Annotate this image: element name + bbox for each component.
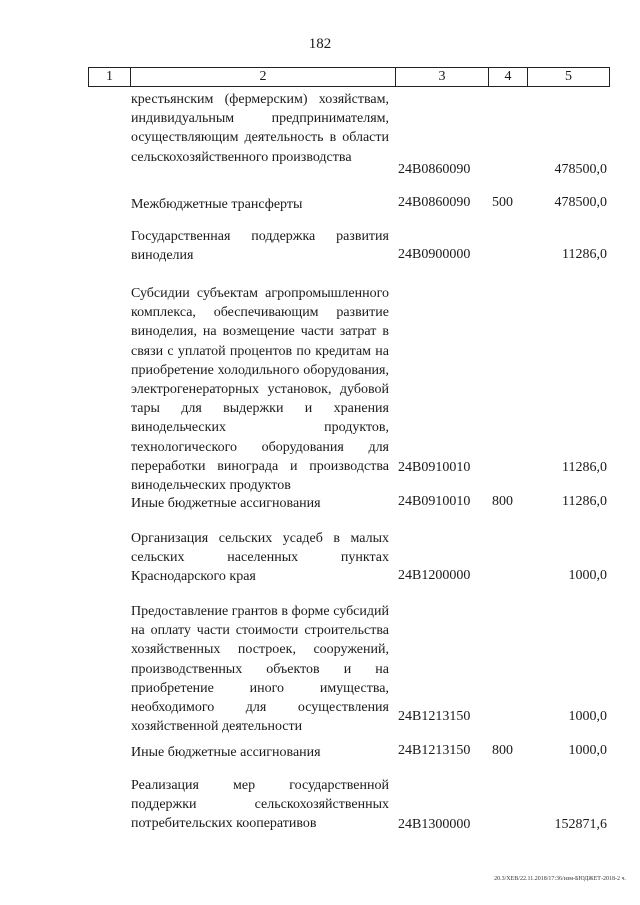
- row-amount: 11286,0: [562, 247, 607, 262]
- row-code: 24В1213150: [398, 709, 471, 724]
- row-code: 24В0860090: [398, 195, 471, 210]
- row-description: Государственная поддержка развития виноделия: [131, 229, 389, 264]
- row-amount: 478500,0: [554, 195, 607, 210]
- row-amount: 1000,0: [568, 568, 607, 583]
- table-header: [88, 67, 610, 87]
- row-code: 24В0860090: [398, 162, 471, 177]
- header-col-3: 3: [396, 68, 489, 86]
- row-expense-type: 800: [492, 494, 513, 509]
- row-code: 24В1200000: [398, 568, 471, 583]
- row-amount: 1000,0: [568, 709, 607, 724]
- row-expense-type: 800: [492, 743, 513, 758]
- row-code: 24В1300000: [398, 817, 471, 832]
- header-col-5: 5: [565, 69, 572, 84]
- header-col-4: 4: [489, 68, 528, 86]
- page-number: 182: [308, 36, 332, 52]
- row-code: 24В0910010: [398, 460, 471, 475]
- header-col-1: 1: [89, 68, 131, 86]
- row-description: Иные бюджетные ассигнования: [131, 745, 321, 760]
- row-code: 24В0900000: [398, 247, 471, 262]
- row-expense-type: 500: [492, 195, 513, 210]
- row-amount: 11286,0: [562, 494, 607, 509]
- row-amount: 11286,0: [562, 460, 607, 475]
- row-code: 24В1213150: [398, 743, 471, 758]
- document-footer: 20.3/ХЕВ/22.11.2018/17:36/изм-БЮДЖЕТ-2018-2 ч.: [494, 876, 626, 882]
- header-col-2: 2: [131, 68, 396, 86]
- row-description: крестьянским (фермерским) хозяйствам, индивидуальным предпринимателям, осуществляющим деятельность в области сельскохозяйственного производства: [131, 92, 389, 165]
- row-description: Организация сельских усадеб в малых сельских населенных пунктах Краснодарского края: [131, 531, 389, 585]
- row-description: Предоставление грантов в форме субсидий на оплату части стоимости строительства хозяйственных построек, сооружений, производственных объектов и на приобретение иного имущества, необходимого для осуществления хозяйственной деятельности: [131, 604, 389, 735]
- row-code: 24В0910010: [398, 494, 471, 509]
- row-description: Субсидии субъектам агропромышленного комплекса, обеспечивающим развитие виноделия, на возмещение части затрат в связи с уплатой процентов по кредитам на приобретение холодильного оборудования, электрогенераторных установок, дубовой тары для выдержки и хранения винодельческих продуктов, технологического оборудования для переработки винограда и производства винодельческих продуктов: [131, 286, 389, 494]
- row-amount: 1000,0: [568, 743, 607, 758]
- row-description: Межбюджетные трансферты: [131, 197, 303, 212]
- row-amount: 478500,0: [554, 162, 607, 177]
- row-description: Иные бюджетные ассигнования: [131, 496, 321, 511]
- row-description: Реализация мер государственной поддержки сельскохозяйственных потребительских кооперативов: [131, 778, 389, 832]
- row-amount: 152871,6: [554, 817, 607, 832]
